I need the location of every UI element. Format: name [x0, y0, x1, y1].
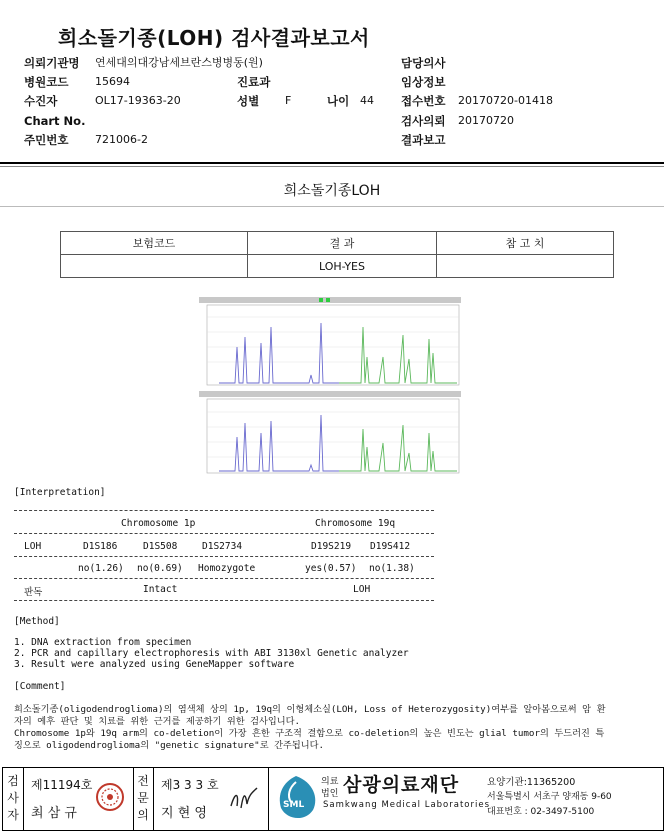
age-label: 나이	[327, 94, 350, 108]
interpretation-rule-bottom	[14, 600, 434, 601]
comment-heading: [Comment]	[14, 681, 66, 692]
examiner-license: 제11194호	[31, 778, 93, 792]
header-result: 결 과	[248, 232, 437, 255]
interpretation-rule-4	[14, 578, 434, 579]
interpretation-heading: [Interpretation]	[14, 487, 106, 498]
resident-no-label: 주민번호	[24, 133, 69, 147]
method-item: 3. Result were analyzed using GeneMapper software	[14, 659, 295, 670]
cell-insurance-code	[61, 255, 248, 278]
report-title: 희소돌기종(LOH) 검사결과보고서	[58, 26, 370, 50]
reviewer-title-char: 전	[137, 774, 149, 788]
reviewer-title-char: 의	[137, 808, 149, 822]
value-d19s219: yes(0.57)	[305, 563, 357, 574]
request-date-label: 검사의뢰	[401, 114, 446, 128]
method-heading: [Method]	[14, 616, 60, 627]
receipt-no-label: 접수번호	[401, 94, 446, 108]
method-item: 2. PCR and capillary electrophoresis with ABI 3130xl Genetic analyzer	[14, 648, 409, 659]
examiner-title-char: 검	[7, 774, 19, 788]
examiner-title-char: 사	[7, 791, 19, 805]
value-d1s186: no(1.26)	[78, 563, 124, 574]
header-divider-thin	[0, 166, 664, 167]
reviewer-signature-icon	[227, 784, 261, 814]
method-item: 1. DNA extraction from specimen	[14, 637, 192, 648]
chromosome-19q-label: Chromosome 19q	[315, 518, 396, 529]
comment-line: 자의 예후 판단 및 치료를 위한 근거를 제공하기 위한 검사입니다.	[14, 716, 301, 727]
examiner-stamp-icon	[95, 782, 125, 812]
chart-no-label: Chart No.	[24, 114, 86, 128]
section-title: 희소돌기종LOH	[283, 183, 381, 199]
cell-result: LOH-YES	[248, 255, 437, 278]
header-insurance-code: 보험코드	[61, 232, 248, 255]
marker-d1s186: D1S186	[83, 541, 118, 552]
recipient-label: 수진자	[24, 94, 58, 108]
org-english: Samkwang Medical Laboratories	[323, 800, 491, 810]
sml-logo-icon	[273, 774, 323, 824]
reviewer-cell	[153, 768, 269, 830]
recipient-value: OL17-19363-20	[95, 94, 181, 107]
comment-line: Chromosome 1p와 19q arm의 co-deletion이 가장 흔한 구조적 결함으로 co-deletion의 높은 빈도는 glial tumor의 두드러진 특	[14, 728, 605, 739]
marker-d1s508: D1S508	[143, 541, 178, 552]
comment-line: 희소돌기종(oligodendroglioma)의 염색체 상의 1p, 19q의 이형체소실(LOH, Loss of Heterozygosity)여부를 알아봄으로써 암 환	[14, 704, 606, 715]
examiner-cell	[23, 768, 134, 830]
sex-label: 성별	[237, 94, 260, 108]
reviewer-title-cell	[133, 768, 154, 830]
org-phone: 대표번호 : 02-3497-5100	[487, 807, 595, 817]
table-row	[61, 255, 614, 278]
comment-line: 징으로 oligodendroglioma의 "genetic signature"로 간주됩니다.	[14, 740, 325, 751]
cell-reference	[437, 255, 614, 278]
department-label: 진료과	[237, 75, 271, 89]
interpretation-rule-3	[14, 556, 434, 557]
value-d1s508: no(0.69)	[137, 563, 183, 574]
header-divider	[0, 162, 664, 164]
marker-d19s219: D19S219	[311, 541, 352, 552]
institution-label: 의뢰기관명	[24, 56, 80, 70]
org-name: 삼광의료재단	[343, 774, 460, 796]
summary-19q: LOH	[353, 584, 371, 595]
interpretation-rule-top	[14, 510, 434, 511]
value-d19s412: no(1.38)	[369, 563, 415, 574]
summary-1p: Intact	[143, 584, 178, 595]
result-table-header	[61, 232, 614, 255]
section-divider	[0, 206, 664, 207]
hospital-code-value: 15694	[95, 75, 130, 88]
examiner-name: 최 삼 규	[31, 806, 77, 821]
hospital-code-label: 병원코드	[24, 75, 69, 89]
resident-no-value: 721006-2	[95, 133, 148, 146]
age-value: 44	[360, 94, 374, 107]
electropherogram-image	[199, 297, 461, 475]
chromosome-1p-label: Chromosome 1p	[121, 518, 196, 529]
value-d1s2734: Homozygote	[198, 563, 256, 574]
result-table	[60, 231, 614, 278]
org-address: 서울특별시 서초구 양재동 9-60	[487, 792, 612, 802]
receipt-no-value: 20170720-01418	[458, 94, 553, 107]
reviewer-name: 지 현 영	[161, 806, 207, 821]
org-prefix-2: 법인	[321, 789, 339, 799]
reviewer-license: 제3 3 3 호	[161, 778, 219, 792]
marker-d19s412: D19S412	[370, 541, 411, 552]
examiner-title-char: 자	[7, 808, 19, 822]
marker-d1s2734: D1S2734	[202, 541, 243, 552]
loh-row-label: LOH	[24, 541, 42, 552]
care-org-no: 요양기관:11365200	[487, 777, 576, 788]
header-reference: 참 고 치	[437, 232, 614, 255]
examiner-title-cell	[3, 768, 24, 830]
reviewer-title-char: 문	[137, 791, 149, 805]
interpretation-rule-2	[14, 533, 434, 534]
doctor-label: 담당의사	[401, 56, 446, 70]
clinical-info-label: 임상정보	[401, 75, 446, 89]
request-date-value: 20170720	[458, 114, 514, 127]
org-prefix-1: 의료	[321, 777, 339, 787]
report-date-label: 결과보고	[401, 133, 446, 147]
sex-value: F	[285, 94, 292, 107]
sml-logo-text: SML	[283, 800, 305, 810]
summary-label: 판독	[24, 587, 43, 598]
signature-footer	[2, 767, 664, 831]
institution-value: 연세대의대강남세브란스병병동(원)	[95, 56, 263, 69]
